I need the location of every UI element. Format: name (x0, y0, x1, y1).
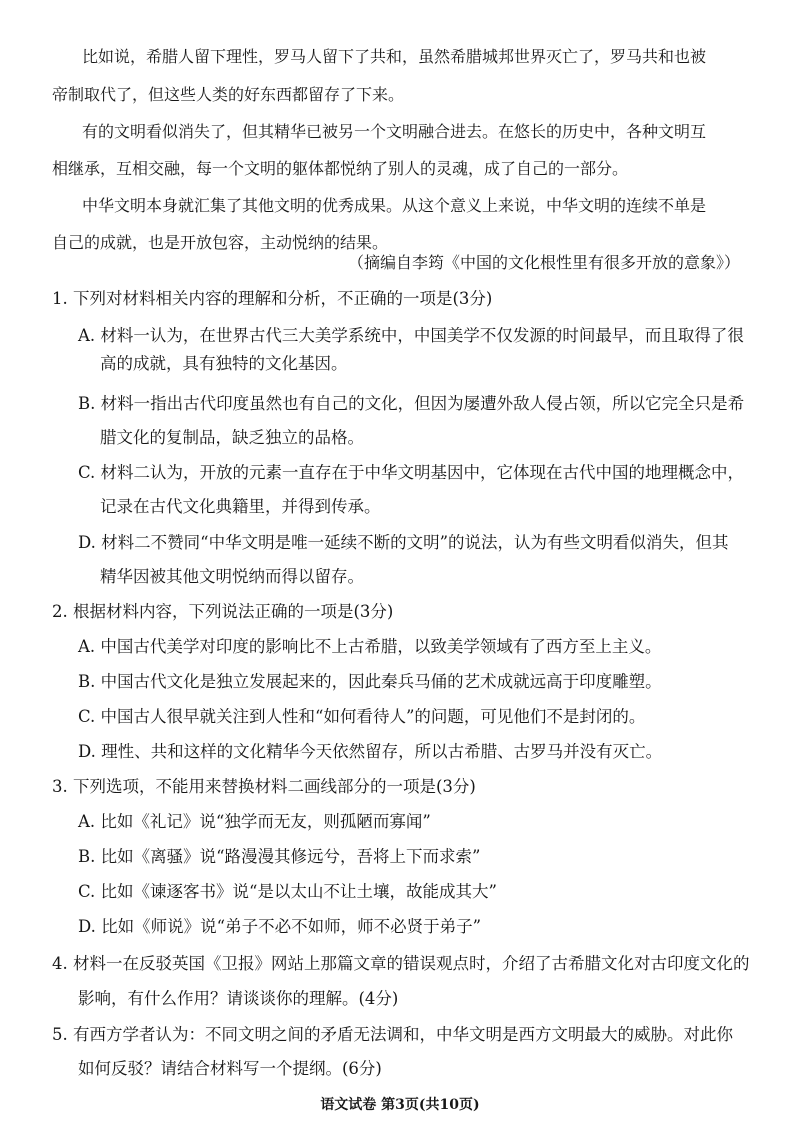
passage-line: 帝制取代了，但这些人类的好东西都留存了下来。 (52, 85, 405, 104)
passage-line: 相继承，互相交融，每一个文明的躯体都悦纳了别人的灵魂，成了自己的一部分。 (52, 159, 629, 178)
question-2-option-b: B. 中国古代文化是独立发展起来的，因此秦兵马俑的艺术成就远高于印度雕塑。 (78, 672, 662, 691)
passage-line: 有的文明看似消失了，但其精华已被另一个文明融合进去。在悠长的历史中，各种文明互 (82, 122, 707, 141)
question-2-stem: 2. 根据材料内容，下列说法正确的一项是(3分) (52, 602, 394, 621)
question-1-option-c-cont: 记录在古代文化典籍里，并得到传承。 (100, 497, 381, 516)
page-footer: 语文试卷 第3页(共10页) (320, 1097, 480, 1113)
question-1-option-a-cont: 高的成就，具有独特的文化基因。 (100, 354, 348, 373)
question-3-option-c: C. 比如《谏逐客书》说“是以太山不让土壤，故能成其大” (78, 882, 497, 901)
passage-line: 自己的成就，也是开放包容，主动悦纳的结果。 (52, 233, 389, 252)
question-4-stem: 4. 材料一在反驳英国《卫报》网站上那篇文章的错误观点时，介绍了古希腊文化对古印度文化的 (52, 954, 750, 973)
question-1-option-b-cont: 腊文化的复制品，缺乏独立的品格。 (100, 428, 364, 447)
question-1-option-d-cont: 精华因被其他文明悦纳而得以留存。 (100, 567, 364, 586)
question-3-option-d: D. 比如《师说》说“弟子不必不如师，师不必贤于弟子” (78, 917, 482, 936)
question-4-stem-cont: 影响，有什么作用？请谈谈你的理解。(4分) (78, 989, 399, 1008)
question-3-stem: 3. 下列选项，不能用来替换材料二画线部分的一项是(3分) (52, 777, 476, 796)
question-5-stem: 5. 有西方学者认为：不同文明之间的矛盾无法调和，中华文明是西方文明最大的威胁。对此你 (52, 1025, 733, 1044)
passage-source: （摘编自李筠《中国的文化根性里有很多开放的意象》） (347, 253, 740, 272)
question-2-option-a: A. 中国古代美学对印度的影响比不上古希腊，以致美学领域有了西方至上主义。 (78, 637, 662, 656)
question-2-option-d: D. 理性、共和这样的文化精华今天依然留存，所以古希腊、古罗马并没有灭亡。 (78, 742, 663, 761)
question-1-option-b: B. 材料一指出古代印度虽然也有自己的文化，但因为屡遭外敌人侵占领，所以它完全只是希 (78, 394, 745, 413)
question-3-option-b: B. 比如《离骚》说“路漫漫其修远兮，吾将上下而求索” (78, 847, 481, 866)
question-1-option-a: A. 材料一认为，在世界古代三大美学系统中，中国美学不仅发源的时间最早，而且取得了很 (78, 326, 744, 345)
question-5-stem-cont: 如何反驳？请结合材料写一个提纲。(6分) (78, 1059, 382, 1078)
question-2-option-c: C. 中国古人很早就关注到人性和“如何看待人”的问题，可见他们不是封闭的。 (78, 707, 646, 726)
question-1-option-d: D. 材料二不赞同“中华文明是唯一延续不断的文明”的说法，认为有些文明看似消失，但其 (78, 533, 729, 552)
question-3-option-a: A. 比如《礼记》说“独学而无友，则孤陋而寡闻” (78, 812, 431, 831)
passage-line: 比如说，希腊人留下理性，罗马人留下了共和，虽然希腊城邦世界灭亡了，罗马共和也被 (82, 47, 707, 66)
question-1-option-c: C. 材料二认为，开放的元素一直存在于中华文明基因中，它体现在古代中国的地理概念中， (78, 463, 745, 482)
question-1-stem: 1. 下列对材料相关内容的理解和分析，不正确的一项是(3分) (52, 289, 493, 308)
passage-line: 中华文明本身就汇集了其他文明的优秀成果。从这个意义上来说，中华文明的连续不单是 (82, 196, 707, 215)
